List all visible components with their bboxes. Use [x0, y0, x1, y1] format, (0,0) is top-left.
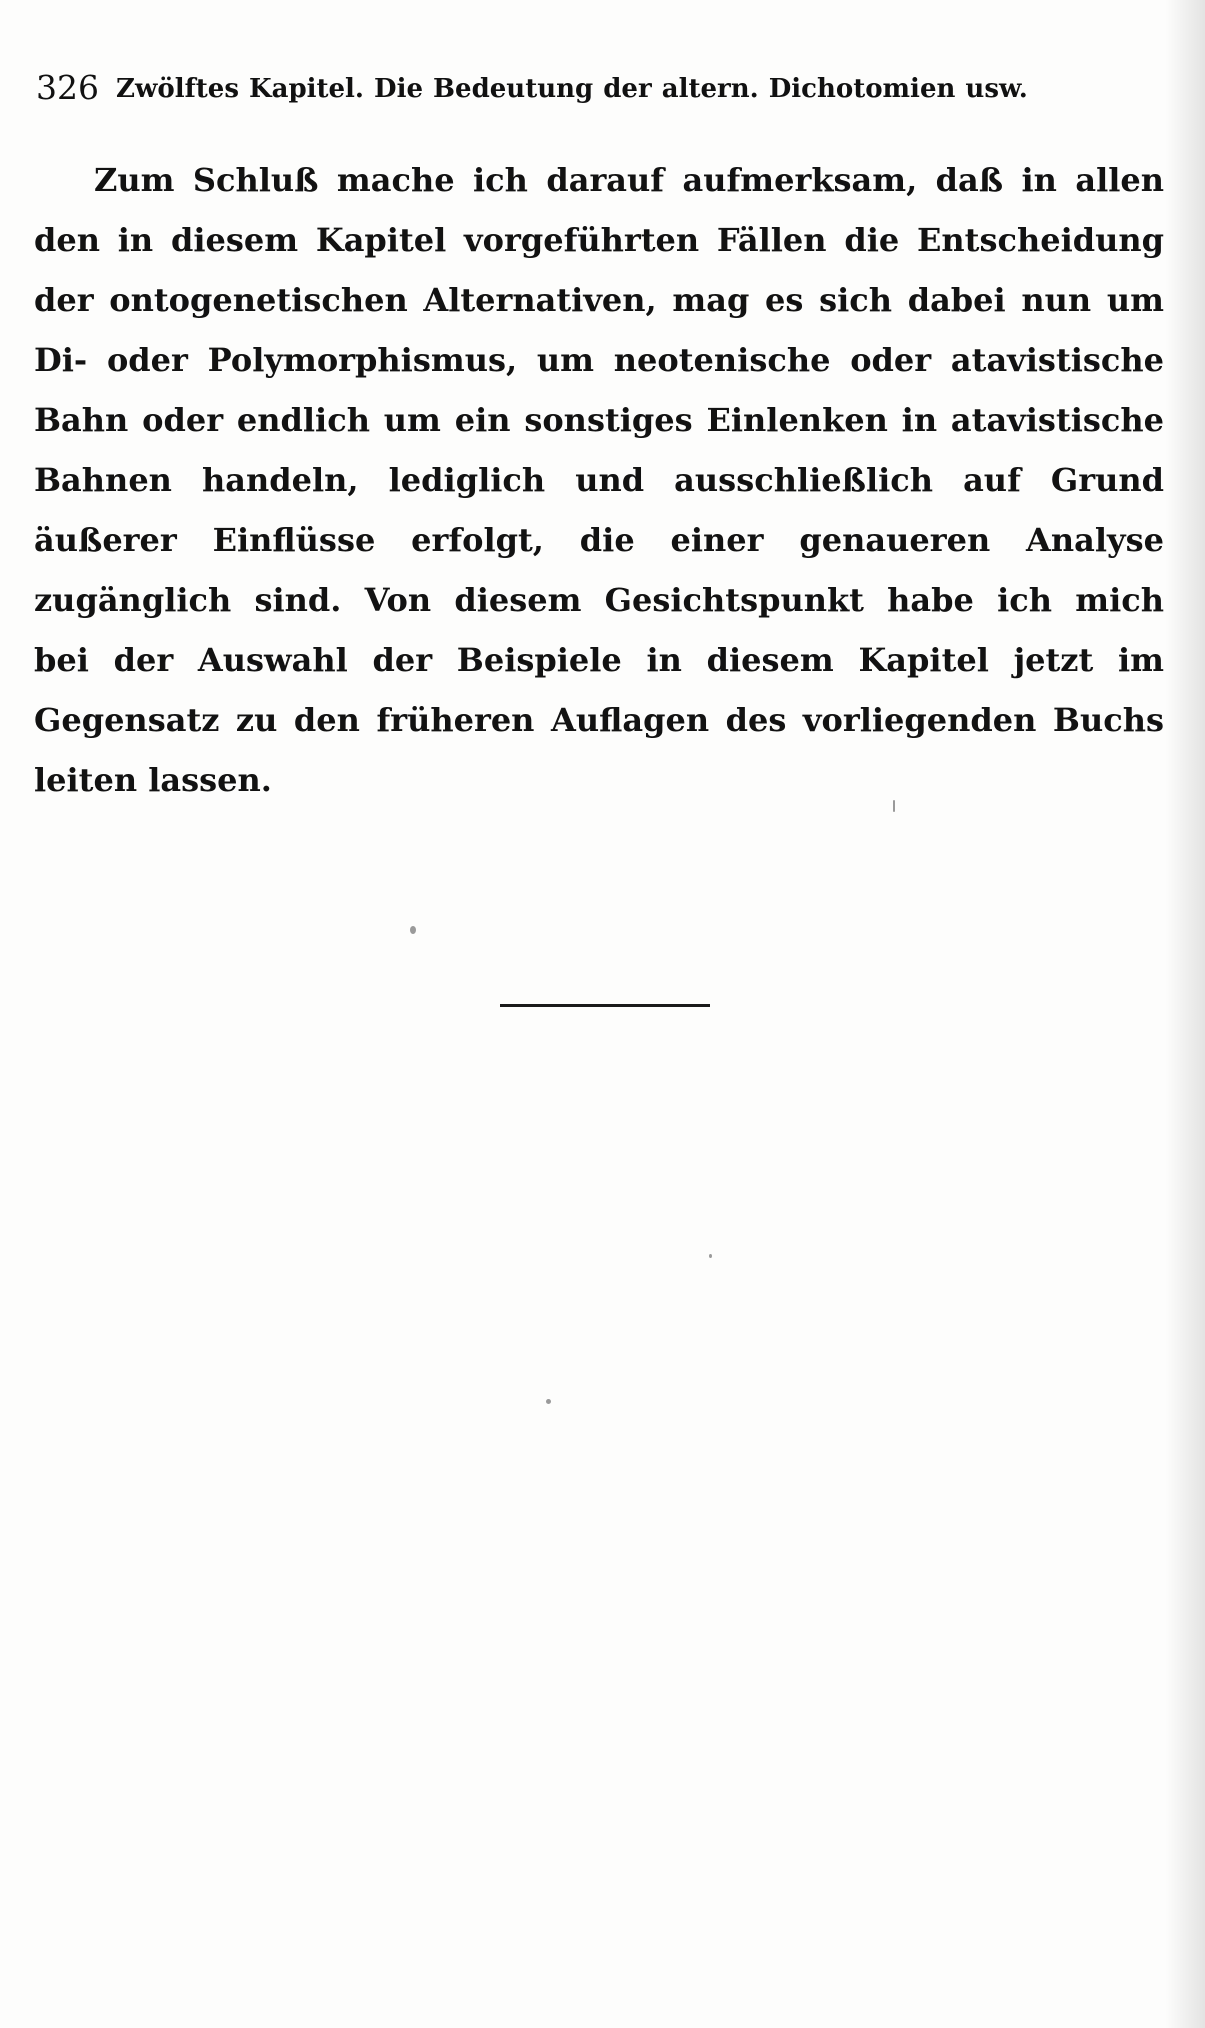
paragraph-line: der ontogenetischen Alternativen, mag es sich dabei nun um — [34, 281, 1164, 319]
running-head: Zwölftes Kapitel. Die Bedeutung der altern. Dichotomien usw. — [116, 74, 1028, 104]
paragraph-line: Di- oder Polymorphismus, um neotenische oder atavistische — [34, 341, 1164, 379]
scan-speck — [546, 1399, 551, 1404]
paragraph-line: Zum Schluß mache ich darauf aufmerksam, daß in allen — [94, 161, 1164, 199]
paragraph-line: bei der Auswahl der Beispiele in diesem Kapitel jetzt im — [34, 641, 1164, 679]
page-edge-shadow — [1165, 0, 1205, 2028]
scan-speck — [893, 800, 895, 812]
section-end-rule — [500, 1004, 710, 1007]
paragraph-line: Bahn oder endlich um ein sonstiges Einlenken in atavistische — [34, 401, 1164, 439]
scan-speck — [709, 1254, 712, 1258]
paragraph-line: Gegensatz zu den früheren Auflagen des vorliegenden Buchs — [34, 701, 1164, 739]
paragraph-line: Bahnen handeln, lediglich und ausschließlich auf Grund — [34, 461, 1164, 499]
paragraph-line: äußerer Einflüsse erfolgt, die einer genaueren Analyse — [34, 521, 1164, 559]
paragraph-line: leiten lassen. — [34, 761, 272, 799]
paragraph-line: zugänglich sind. Von diesem Gesichtspunkt habe ich mich — [34, 581, 1164, 619]
page-header — [36, 68, 1146, 114]
page-number: 326 — [36, 68, 99, 107]
body-paragraph — [34, 150, 1164, 810]
paragraph-line: den in diesem Kapitel vorgeführten Fällen die Entscheidung — [34, 221, 1164, 259]
scan-speck — [410, 926, 416, 934]
